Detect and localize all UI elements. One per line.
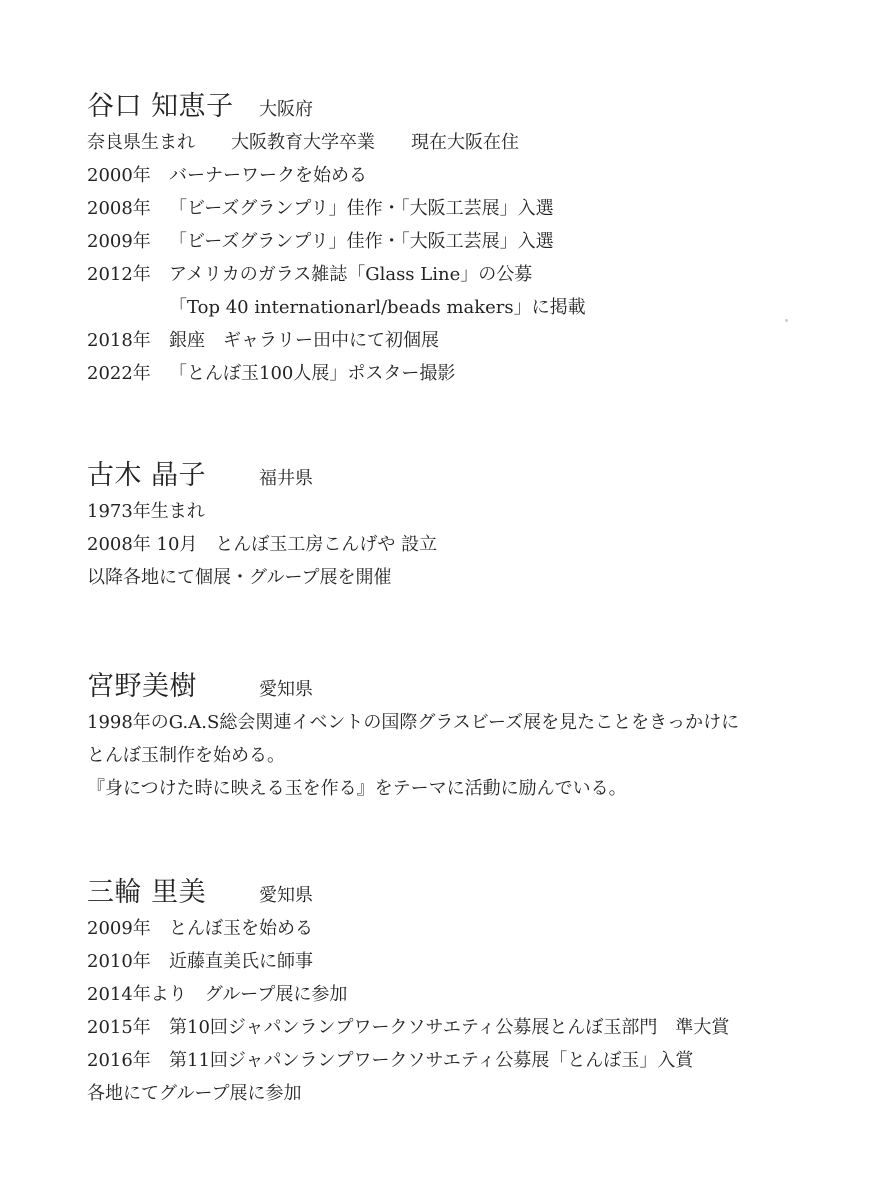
bio-text: 銀座 ギャラリー田中にて初個展 (169, 330, 439, 351)
artist-section-furuki (87, 453, 844, 594)
artist-name: 谷口 知恵子 (87, 91, 234, 122)
bio-year: 2008年 (87, 198, 151, 219)
artist-name: 三輪 里美 (87, 877, 207, 908)
bio-line (87, 1077, 844, 1110)
artist-prefecture: 愛知県 (259, 885, 313, 906)
bio-line (87, 912, 844, 945)
bio-text: 『身につけた時に映える玉を作る』をテーマに活動に励んでいる。 (87, 778, 627, 799)
bio-year: 2010年 (87, 951, 151, 972)
bio-line (87, 192, 844, 225)
bio-line (87, 324, 844, 357)
bio-text: 第11回ジャパンランプワークソサエティ公募展「とんぼ玉」入賞 (169, 1050, 694, 1071)
bio-text: 「ビーズグランプリ」佳作・「大阪工芸展」入選 (169, 198, 554, 219)
bio-line (87, 706, 844, 739)
bio-year: 2016年 (87, 1050, 151, 1071)
bio-line (87, 159, 844, 192)
bio-line (87, 495, 844, 528)
bio-line (87, 739, 844, 772)
bio-year: 2022年 (87, 363, 151, 384)
bio-text: 奈良県生まれ 大阪教育大学卒業 現在大阪在住 (87, 132, 519, 153)
bio-text: 2008年 10月 とんぼ玉工房こんげや 設立 (87, 534, 438, 555)
bio-line (87, 357, 844, 390)
bio-line (87, 528, 844, 561)
bio-text: 1973年生まれ (87, 501, 205, 522)
artist-prefecture: 大阪府 (259, 99, 313, 120)
scan-speck (785, 319, 788, 322)
artist-name: 古木 晶子 (87, 460, 207, 491)
artist-header (87, 664, 844, 706)
artist-prefecture: 愛知県 (259, 679, 313, 700)
bio-line (87, 1011, 844, 1044)
bio-year: 2012年 (87, 264, 151, 285)
bio-text: 「とんぼ玉100人展」ポスター撮影 (169, 363, 456, 384)
bio-line (87, 772, 844, 805)
bio-text: 1998年のG.A.S総会関連イベントの国際グラスビーズ展を見たことをきっかけに (87, 712, 740, 733)
bio-year: 2009年 (87, 231, 151, 252)
artist-section-taniguchi (87, 84, 844, 390)
bio-line (87, 126, 844, 159)
bio-line (87, 291, 844, 324)
bio-line (87, 258, 844, 291)
artist-prefecture: 福井県 (259, 468, 313, 489)
bio-text: とんぼ玉を始める (169, 918, 313, 939)
bio-year: 2015年 (87, 1017, 151, 1038)
bio-line (87, 978, 844, 1011)
artist-header (87, 870, 844, 912)
artist-name: 宮野美樹 (87, 671, 197, 702)
bio-text: 「ビーズグランプリ」佳作・「大阪工芸展」入選 (169, 231, 554, 252)
bio-line (87, 561, 844, 594)
artist-section-miwa (87, 870, 844, 1110)
artist-section-miyano (87, 664, 844, 805)
bio-text: 第10回ジャパンランプワークソサエティ公募展とんぼ玉部門 準大賞 (169, 1017, 730, 1038)
bio-text: アメリカのガラス雑誌「Glass Line」の公募 (169, 264, 533, 285)
bio-text: バーナーワークを始める (169, 165, 367, 186)
bio-year: 2018年 (87, 330, 151, 351)
bio-text: 各地にてグループ展に参加 (87, 1083, 302, 1104)
bio-year: 2000年 (87, 165, 151, 186)
bio-line (87, 225, 844, 258)
artist-header (87, 84, 844, 126)
bio-text: とんぼ玉制作を始める。 (87, 745, 285, 766)
artist-header (87, 453, 844, 495)
bio-text: 以降各地にて個展・グループ展を開催 (87, 567, 392, 588)
bio-line (87, 1044, 844, 1077)
bio-text: 「Top 40 internationarl/beads makers」に掲載 (169, 297, 586, 318)
bio-line (87, 945, 844, 978)
bio-text: 2014年より グループ展に参加 (87, 984, 348, 1005)
bio-text: 近藤直美氏に師事 (169, 951, 313, 972)
bio-year: 2009年 (87, 918, 151, 939)
